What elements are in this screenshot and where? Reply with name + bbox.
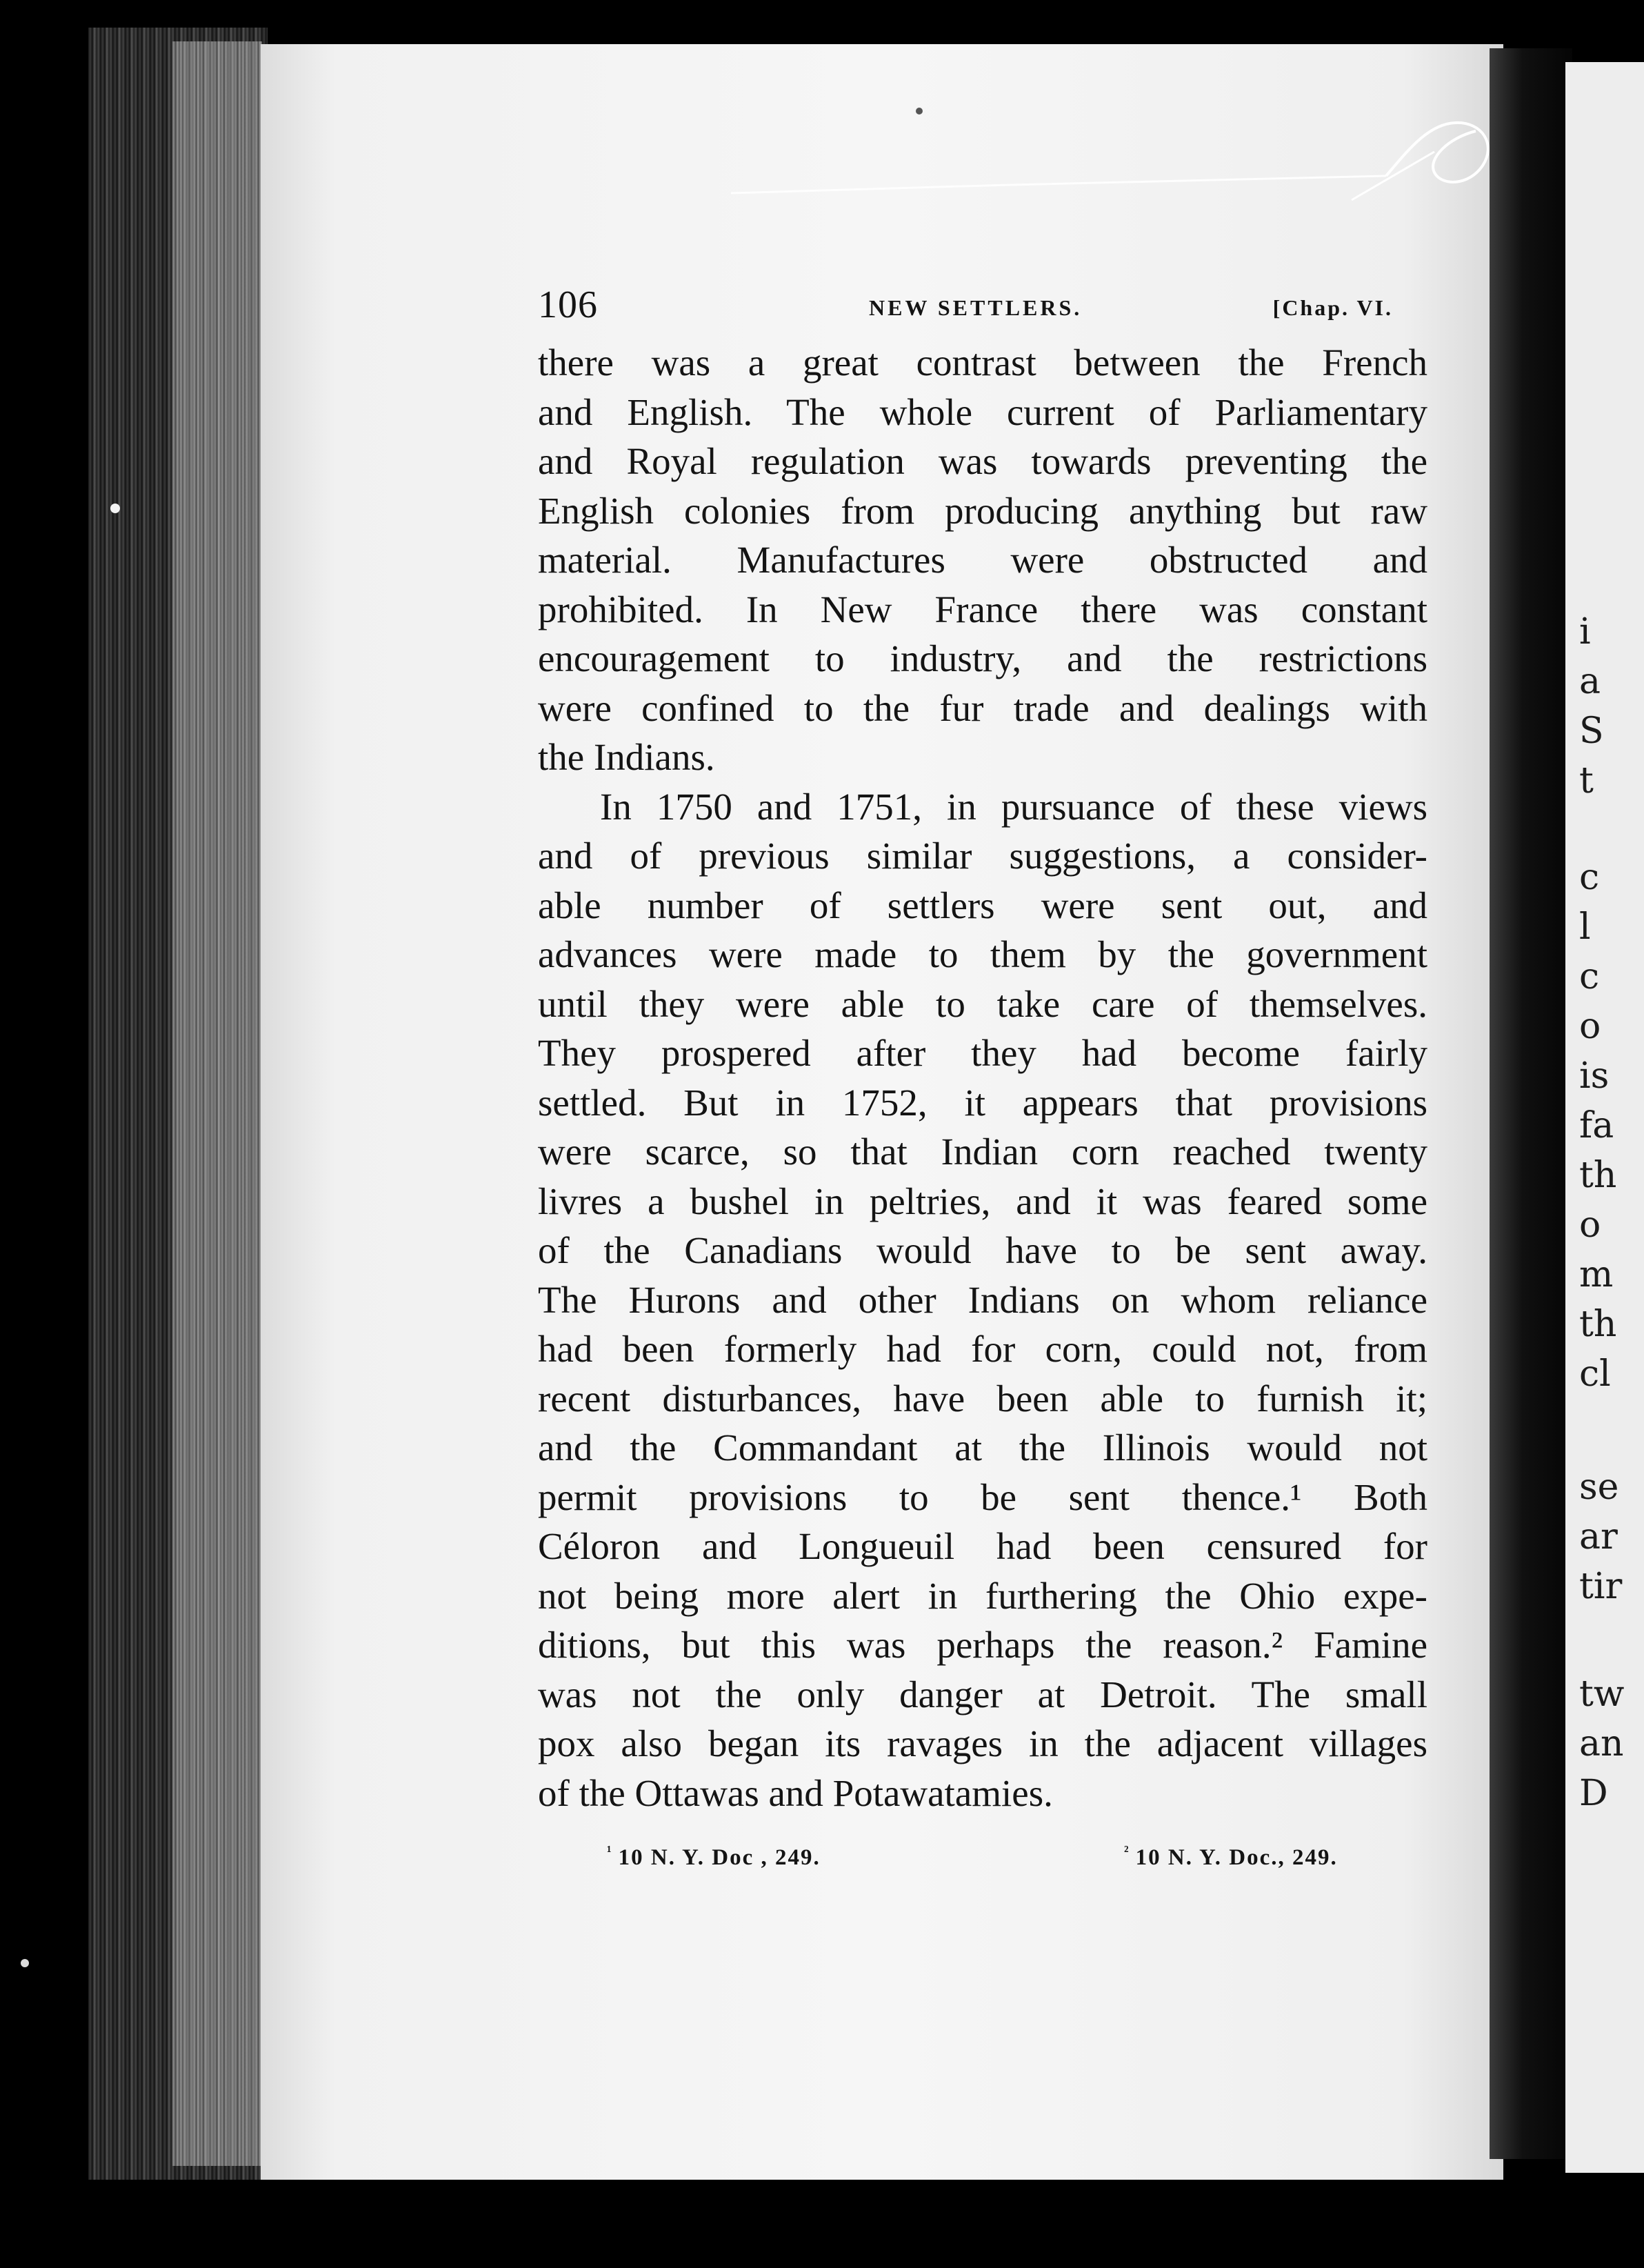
pencil-scribble-mark xyxy=(731,110,1524,207)
book-gutter-shadow xyxy=(1490,48,1572,2159)
facing-page-sliver xyxy=(1565,62,1644,2173)
facing-page-text: o xyxy=(1579,1204,1601,1246)
text-line: advances were made to them by the government xyxy=(538,933,1427,975)
running-head xyxy=(538,283,1427,338)
facing-page-text: th xyxy=(1579,1155,1617,1196)
facing-page-text: c xyxy=(1579,956,1600,997)
facing-page-text: o xyxy=(1579,1006,1601,1047)
text-line: Céloron and Longueuil had been censured for xyxy=(538,1525,1427,1567)
footnote xyxy=(1124,1842,1338,1871)
text-line: ditions, but this was perhaps the reason.² Famine xyxy=(538,1624,1427,1666)
text-line: and of previous similar suggestions, a consider- xyxy=(538,835,1427,877)
footnote-marker: ¹ xyxy=(607,1842,613,1860)
dust-speck xyxy=(110,504,120,513)
text-line: recent disturbances, have been able to furnish it; xyxy=(538,1377,1427,1420)
paragraph xyxy=(538,782,1427,1818)
text-line: In 1750 and 1751, in pursuance of these views xyxy=(600,785,1427,828)
text-line: there was a great contrast between the French xyxy=(538,341,1427,384)
text-line: English colonies from producing anything but raw xyxy=(538,489,1427,532)
chapter-title: NEW SETTLERS. xyxy=(869,295,1083,320)
text-line: settled. But in 1752, it appears that provisions xyxy=(538,1081,1427,1124)
facing-page-text: cl xyxy=(1579,1353,1611,1395)
footnote-text: 10 N. Y. Doc., 249. xyxy=(1135,1845,1338,1870)
text-line: permit provisions to be sent thence.¹ Both xyxy=(538,1475,1427,1518)
chapter-reference: [Chap. VI. xyxy=(1272,295,1393,320)
facing-page-text: an xyxy=(1579,1723,1624,1764)
text-line: were scarce, so that Indian corn reached twenty xyxy=(538,1131,1427,1173)
facing-page-text: a xyxy=(1579,661,1601,702)
text-line: the Indians. xyxy=(538,736,715,778)
facing-page-text: tir xyxy=(1579,1566,1623,1607)
facing-page-text: c xyxy=(1579,857,1600,898)
facing-page-text: D xyxy=(1579,1773,1608,1814)
facing-page-text: m xyxy=(1579,1254,1614,1295)
footnote-text: 10 N. Y. Doc , 249. xyxy=(618,1845,821,1870)
footnote-marker: ² xyxy=(1124,1842,1130,1860)
text-line: of the Ottawas and Potawatamies. xyxy=(538,1771,1053,1814)
text-line: prohibited. In New France there was constant xyxy=(538,588,1427,630)
facing-page-text: ar xyxy=(1579,1516,1618,1558)
text-line: until they were able to take care of themselves. xyxy=(538,982,1427,1025)
page-stack-highlight xyxy=(172,41,262,2166)
footnotes xyxy=(538,1842,1427,1884)
facing-page-text: tw xyxy=(1579,1673,1625,1715)
page-text-block xyxy=(538,283,1427,1884)
text-line: and Royal regulation was towards preventing the xyxy=(538,440,1427,482)
facing-page-text: i xyxy=(1579,611,1591,653)
text-line: of the Canadians would have to be sent away. xyxy=(538,1229,1427,1271)
text-line: and English. The whole current of Parliamentary xyxy=(538,390,1427,433)
facing-page-text: is xyxy=(1579,1055,1610,1097)
facing-page-text: l xyxy=(1579,906,1591,948)
text-line: encouragement to industry, and the restrictions xyxy=(538,637,1427,679)
text-line: livres a bushel in peltries, and it was feared some xyxy=(538,1180,1427,1222)
facing-page-text: th xyxy=(1579,1304,1617,1345)
text-line: and the Commandant at the Illinois would not xyxy=(538,1426,1427,1469)
facing-page-text: fa xyxy=(1579,1105,1614,1146)
text-line: was not the only danger at Detroit. The small xyxy=(538,1673,1427,1715)
dust-speck xyxy=(21,1959,29,1967)
text-line: were confined to the fur trade and dealings with xyxy=(538,686,1427,729)
facing-page-text: se xyxy=(1579,1466,1619,1508)
text-line: The Hurons and other Indians on whom reliance xyxy=(538,1278,1427,1321)
footnote xyxy=(607,1842,821,1871)
text-line: material. Manufactures were obstructed and xyxy=(538,539,1427,581)
text-line: not being more alert in furthering the Ohio expe- xyxy=(538,1574,1427,1617)
text-line: had been formerly had for corn, could not, from xyxy=(538,1328,1427,1370)
text-line: able number of settlers were sent out, and xyxy=(538,884,1427,926)
paragraph xyxy=(538,338,1427,782)
facing-page-text: S xyxy=(1579,710,1604,752)
text-line: They prospered after they had become fairly xyxy=(538,1032,1427,1074)
facing-page-text: t xyxy=(1579,760,1594,802)
text-line: pox also began its ravages in the adjacent villages xyxy=(538,1722,1427,1764)
page-number: 106 xyxy=(538,284,598,326)
dust-speck xyxy=(916,108,923,115)
